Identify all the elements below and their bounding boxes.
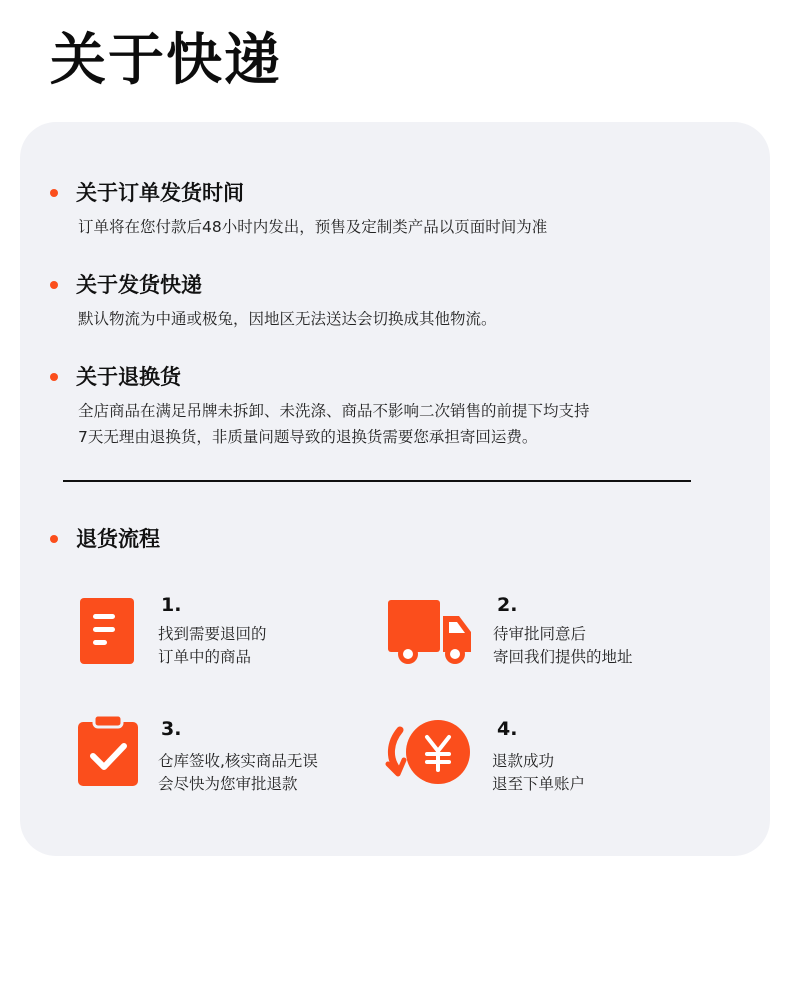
section-line: 全店商品在满足吊牌未拆卸、未洗涤、商品不影响二次销售的前提下均支持 bbox=[78, 402, 590, 420]
document-list-icon bbox=[80, 590, 136, 666]
section-heading: 退货流程 bbox=[76, 527, 160, 551]
section-line: 7天无理由退换货，非质量问题导致的退换货需要您承担寄回运费。 bbox=[78, 428, 538, 446]
step-line: 仓库签收,核实商品无误 bbox=[158, 752, 318, 770]
step-line: 退款成功 bbox=[492, 752, 555, 770]
section-body bbox=[78, 306, 497, 332]
section-body bbox=[78, 214, 547, 240]
step-number: 2. bbox=[497, 594, 518, 616]
section-line: 订单将在您付款后48小时内发出，预售及定制类产品以页面时间为准 bbox=[78, 218, 548, 236]
section-heading: 关于订单发货时间 bbox=[76, 181, 244, 205]
step-description bbox=[158, 623, 267, 669]
step-line: 找到需要退回的 bbox=[158, 625, 267, 643]
delivery-truck-icon bbox=[387, 590, 475, 666]
clipboard-check-icon bbox=[78, 712, 140, 788]
step-line: 订单中的商品 bbox=[158, 648, 252, 666]
page-title: 关于快递 bbox=[50, 28, 282, 93]
step-line: 会尽快为您审批退款 bbox=[158, 775, 298, 793]
section-body bbox=[78, 398, 590, 450]
step-line: 退至下单账户 bbox=[492, 775, 586, 793]
step-line: 待审批同意后 bbox=[493, 625, 587, 643]
section-heading: 关于退换货 bbox=[76, 365, 181, 389]
section-line: 默认物流为中通或极兔，因地区无法送达会切换成其他物流。 bbox=[78, 310, 497, 328]
step-number: 3. bbox=[161, 718, 182, 740]
step-number: 4. bbox=[497, 718, 518, 740]
bullet-dot bbox=[50, 189, 58, 197]
step-number: 1. bbox=[161, 594, 182, 616]
section-heading: 关于发货快递 bbox=[76, 273, 202, 297]
bullet-dot bbox=[50, 373, 58, 381]
divider bbox=[63, 480, 691, 482]
bullet-dot bbox=[50, 281, 58, 289]
step-description bbox=[492, 750, 585, 796]
step-description bbox=[493, 623, 633, 669]
step-description bbox=[158, 750, 318, 796]
step-line: 寄回我们提供的地址 bbox=[493, 648, 633, 666]
yuan-refund-icon bbox=[380, 712, 472, 788]
bullet-dot bbox=[50, 535, 58, 543]
